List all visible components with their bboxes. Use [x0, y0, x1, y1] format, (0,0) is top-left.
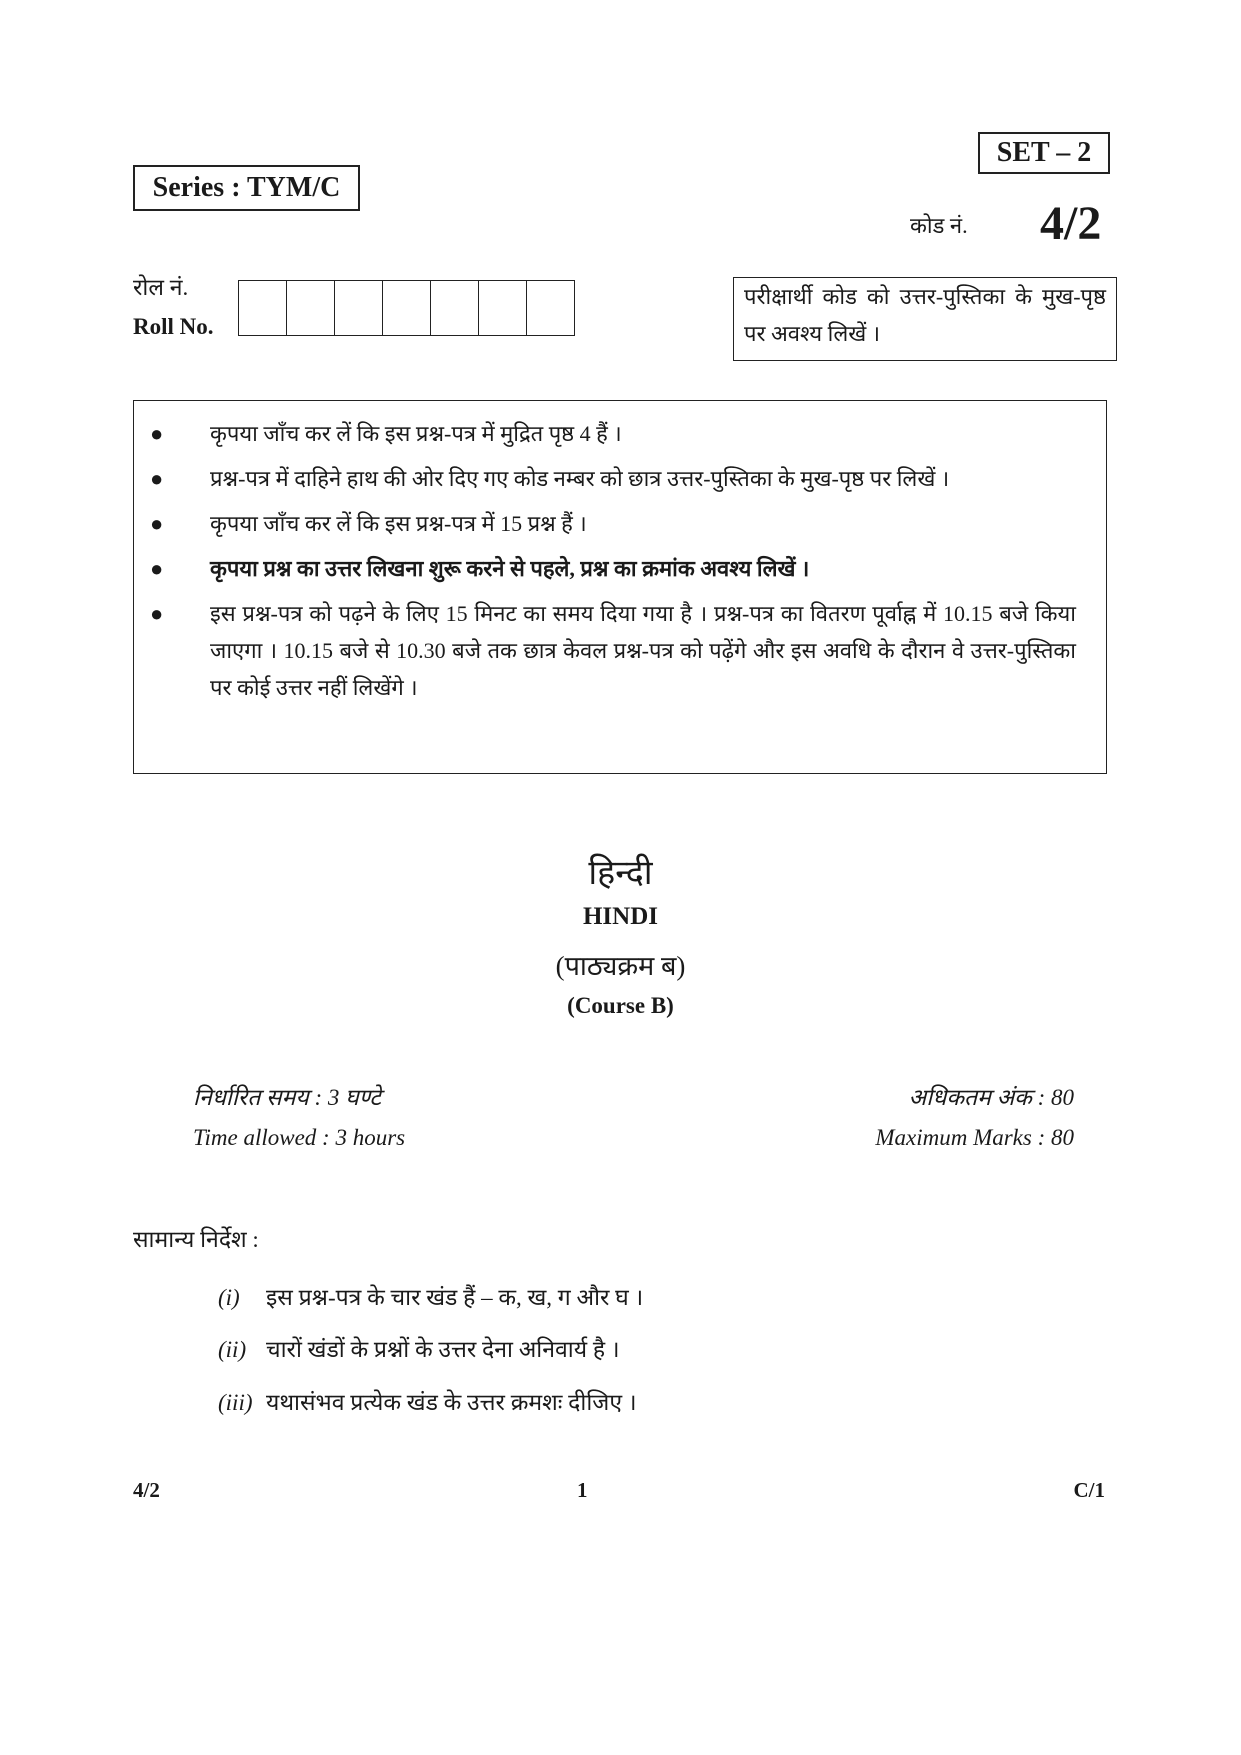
- instruction-text: कृपया जाँच कर लें कि इस प्रश्न-पत्र में मुद्रित पृष्ठ 4 हैं ।: [210, 421, 622, 446]
- instruction-item: [150, 550, 1076, 587]
- time-allowed-english: Time allowed : 3 hours: [193, 1125, 406, 1150]
- page-number: 1: [577, 1478, 588, 1502]
- instructions-box: [133, 400, 1107, 774]
- roll-label-english: Roll No.: [133, 314, 214, 339]
- code-number: 4/2: [1040, 197, 1102, 250]
- time-allowed-hindi: निर्धारित समय : 3 घण्टे: [193, 1085, 381, 1110]
- instruction-item: [150, 595, 1076, 706]
- item-text: चारों खंडों के प्रश्नों के उत्तर देना अनिवार्य है ।: [266, 1337, 620, 1362]
- subject-title-english: HINDI: [582, 903, 658, 930]
- bullet-icon: ●: [150, 466, 164, 491]
- roll-label-hindi: रोल नं.: [133, 275, 189, 300]
- code-label: कोड नं.: [910, 213, 968, 238]
- general-instructions-heading: सामान्य निर्देश :: [133, 1227, 259, 1252]
- roll-digit-box: [335, 281, 383, 335]
- maximum-marks-hindi: अधिकतम अंक : 80: [908, 1085, 1074, 1110]
- set-label: SET – 2: [978, 132, 1110, 174]
- subject-title-hindi: हिन्दी: [588, 855, 653, 892]
- footer-right-code: C/1: [1073, 1478, 1105, 1502]
- bullet-icon: ●: [150, 421, 164, 446]
- instruction-text: प्रश्न-पत्र में दाहिने हाथ की ओर दिए गए कोड नम्बर को छात्र उत्तर-पुस्तिका के मुख-पृष्ठ पर लिखें ।: [210, 466, 950, 491]
- item-number: (ii): [218, 1337, 247, 1362]
- roll-digit-box: [431, 281, 479, 335]
- instruction-item: [150, 505, 1076, 542]
- series-label: Series : TYM/C: [133, 165, 360, 211]
- instructions-list: [134, 401, 1106, 706]
- item-number: (i): [218, 1285, 240, 1310]
- item-number: (iii): [218, 1390, 253, 1415]
- footer-code: 4/2: [133, 1478, 160, 1502]
- maximum-marks-english: Maximum Marks : 80: [875, 1125, 1074, 1150]
- roll-digit-box: [527, 281, 574, 335]
- instruction-item: [150, 415, 1076, 452]
- instruction-text: कृपया प्रश्न का उत्तर लिखना शुरू करने से पहले, प्रश्न का क्रमांक अवश्य लिखें ।: [210, 556, 810, 581]
- bullet-icon: ●: [150, 601, 164, 626]
- course-hindi: (पाठ्यक्रम ब): [555, 951, 686, 981]
- item-text: इस प्रश्न-पत्र के चार खंड हैं – क, ख, ग और घ ।: [266, 1285, 644, 1310]
- roll-digit-box: [383, 281, 431, 335]
- course-english: (Course B): [567, 993, 674, 1018]
- general-instruction-item: [218, 1280, 643, 1312]
- roll-digit-box: [287, 281, 335, 335]
- roll-number-boxes: [238, 280, 575, 336]
- roll-digit-box: [239, 281, 287, 335]
- item-text: यथासंभव प्रत्येक खंड के उत्तर क्रमशः दीजिए ।: [266, 1390, 637, 1415]
- general-instruction-item: [218, 1332, 620, 1364]
- instruction-text: कृपया जाँच कर लें कि इस प्रश्न-पत्र में 15 प्रश्न हैं ।: [210, 511, 587, 536]
- candidate-code-note: परीक्षार्थी कोड को उत्तर-पुस्तिका के मुख-पृष्ठ पर अवश्य लिखें ।: [733, 277, 1117, 361]
- instruction-item: [150, 460, 1076, 497]
- general-instruction-item: [218, 1385, 637, 1417]
- instruction-text: इस प्रश्न-पत्र को पढ़ने के लिए 15 मिनट का समय दिया गया है । प्रश्न-पत्र का वितरण पूर्वाह्न में 10.15 बजे किया जाएगा । 10.15 बजे से 10.30 बजे तक छात्र केवल प्रश्न-पत्र को पढ़ेंगे और इस अवधि के दौरान वे उत्तर-पुस्तिका पर कोई उत्तर नहीं लिखेंगे ।: [210, 601, 1076, 700]
- bullet-icon: ●: [150, 511, 164, 536]
- bullet-icon: ●: [150, 556, 164, 581]
- roll-digit-box: [479, 281, 527, 335]
